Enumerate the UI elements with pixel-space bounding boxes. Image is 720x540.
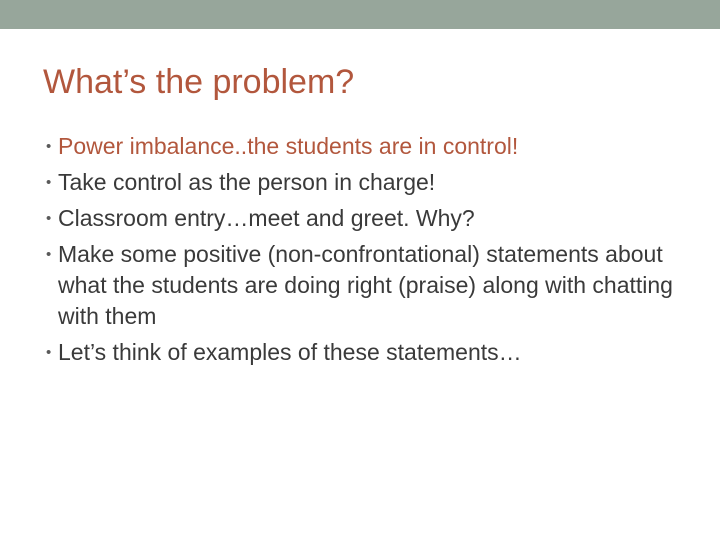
slide-title: What’s the problem? [43,63,355,101]
bullet-list [46,131,686,373]
bullet-item [46,167,686,198]
bullet-text: Take control as the person in charge! [58,169,436,195]
bullet-icon: • [46,344,52,361]
bullet-icon: • [46,210,52,227]
bullet-item [46,239,686,332]
bullet-text: Let’s think of examples of these statements… [58,339,522,365]
bullet-icon: • [46,174,52,191]
bullet-icon: • [46,246,52,263]
bullet-item [46,337,686,368]
bullet-item [46,203,686,234]
top-accent-bar [0,0,720,29]
bullet-item [46,131,686,162]
bullet-icon: • [46,138,52,155]
bullet-text: Make some positive (non-confrontational) statements about what the students are doing right (praise) along with chatting with them [58,241,673,329]
bullet-text: Classroom entry…meet and greet. Why? [58,205,475,231]
bullet-text: Power imbalance..the students are in control! [58,133,519,159]
